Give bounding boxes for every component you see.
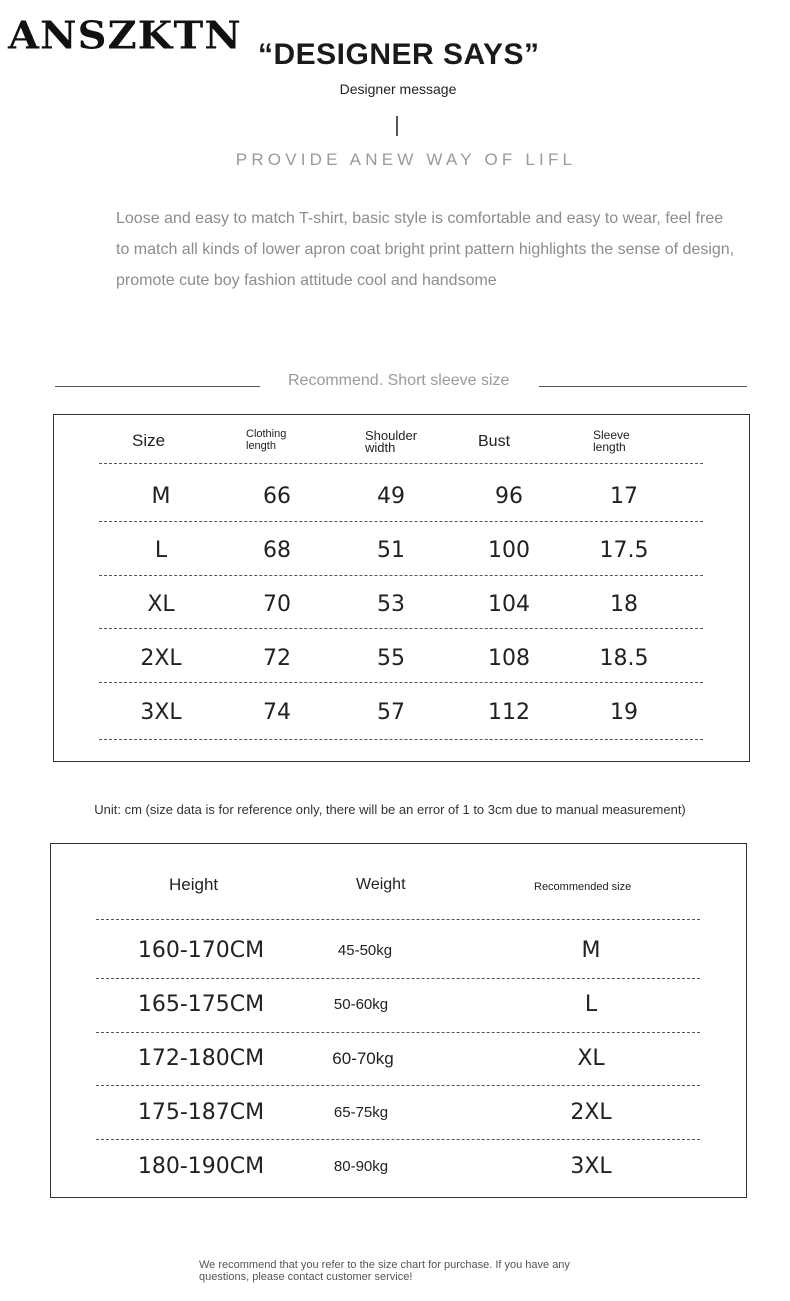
cell-recommended-size: XL bbox=[577, 1046, 605, 1071]
cell-shoulder-width: 49 bbox=[377, 484, 405, 509]
row-divider bbox=[99, 682, 703, 683]
brand-logo: ANSZKTN bbox=[8, 13, 242, 58]
header-recommended-size: Recommended size bbox=[534, 881, 632, 893]
cell-recommended-size: L bbox=[584, 992, 598, 1017]
cell-size: M bbox=[151, 484, 171, 509]
cell-recommended-size: 3XL bbox=[570, 1154, 612, 1179]
recommend-size-table bbox=[50, 843, 747, 1198]
header-shoulder-width: Shoulder width bbox=[365, 428, 418, 455]
product-description: Loose and easy to match T-shirt, basic style is comfortable and easy to wear, feel free to match all kinds of lower apron coat bright print pattern highlights the sense of design, promote cute boy fashion attitude cool and handsome bbox=[116, 210, 735, 289]
row-divider bbox=[99, 575, 703, 576]
cell-weight: 60-70kg bbox=[332, 1049, 394, 1068]
cell-sleeve-length: 18 bbox=[610, 592, 638, 617]
cell-weight: 45-50kg bbox=[337, 942, 393, 959]
cell-shoulder-width: 51 bbox=[377, 538, 405, 563]
cell-bust: 96 bbox=[495, 484, 523, 509]
row-divider bbox=[99, 628, 703, 629]
cell-height: 165-175CM bbox=[137, 992, 265, 1017]
unit-note: Unit: cm (size data is for reference only, there will be an error of 1 to 3cm due to manual measurement) bbox=[94, 802, 686, 817]
table-row bbox=[54, 686, 751, 740]
table-row bbox=[51, 1032, 748, 1086]
cell-weight: 50-60kg bbox=[333, 996, 389, 1013]
cell-shoulder-width: 53 bbox=[377, 592, 405, 617]
cell-size: L bbox=[154, 538, 168, 563]
cell-size: 3XL bbox=[140, 700, 182, 725]
row-divider bbox=[99, 521, 703, 522]
table-row bbox=[54, 524, 751, 578]
tagline: PROVIDE ANEW WAY OF LIFL bbox=[235, 150, 577, 169]
row-divider bbox=[96, 919, 700, 920]
header-sleeve-length: Sleeve length bbox=[593, 428, 630, 454]
cell-height: 160-170CM bbox=[137, 938, 265, 963]
header-clothing-length: Clothing length bbox=[246, 428, 287, 452]
cell-height: 175-187CM bbox=[137, 1100, 265, 1125]
cell-sleeve-length: 19 bbox=[610, 700, 638, 725]
cell-sleeve-length: 17.5 bbox=[599, 538, 649, 563]
cell-size: 2XL bbox=[140, 646, 182, 671]
cell-clothing-length: 70 bbox=[263, 592, 291, 617]
section-title-text: Recommend. Short sleeve size bbox=[288, 372, 510, 389]
cell-sleeve-length: 18.5 bbox=[599, 646, 649, 671]
table-row bbox=[54, 470, 751, 524]
table-row bbox=[51, 924, 748, 978]
cell-shoulder-width: 57 bbox=[377, 700, 405, 725]
page-title: “DESIGNER SAYS” bbox=[258, 38, 540, 71]
cell-weight: 80-90kg bbox=[333, 1158, 389, 1175]
row-divider bbox=[99, 463, 703, 464]
divider-bar bbox=[396, 116, 398, 136]
cell-size: XL bbox=[147, 592, 175, 617]
header-weight: Weight bbox=[356, 876, 406, 893]
cell-bust: 104 bbox=[488, 592, 530, 617]
cell-recommended-size: 2XL bbox=[570, 1100, 612, 1125]
size-chart-table bbox=[53, 414, 750, 762]
cell-clothing-length: 74 bbox=[263, 700, 291, 725]
table-row bbox=[54, 578, 751, 632]
cell-recommended-size: M bbox=[581, 938, 601, 963]
table-row bbox=[51, 1140, 748, 1194]
cell-height: 172-180CM bbox=[137, 1046, 265, 1071]
cell-shoulder-width: 55 bbox=[377, 646, 405, 671]
cell-weight: 65-75kg bbox=[333, 1104, 389, 1121]
footer-note: We recommend that you refer to the size chart for purchase. If you have any questions, please contact customer service! bbox=[199, 1259, 570, 1283]
cell-height: 180-190CM bbox=[137, 1154, 265, 1179]
section-rule-right bbox=[539, 386, 747, 387]
cell-bust: 108 bbox=[488, 646, 530, 671]
table-row bbox=[54, 632, 751, 686]
header-bust: Bust bbox=[478, 433, 511, 450]
table-row bbox=[51, 978, 748, 1032]
cell-clothing-length: 72 bbox=[263, 646, 291, 671]
cell-clothing-length: 68 bbox=[263, 538, 291, 563]
page-subtitle: Designer message bbox=[339, 81, 457, 97]
section-title bbox=[55, 372, 747, 396]
header-size: Size bbox=[132, 431, 166, 450]
cell-bust: 100 bbox=[488, 538, 530, 563]
cell-clothing-length: 66 bbox=[263, 484, 291, 509]
row-divider bbox=[99, 739, 703, 740]
cell-bust: 112 bbox=[488, 700, 530, 725]
table-row bbox=[51, 1086, 748, 1140]
section-rule-left bbox=[55, 386, 260, 387]
cell-sleeve-length: 17 bbox=[610, 484, 638, 509]
header-height: Height bbox=[169, 875, 219, 894]
